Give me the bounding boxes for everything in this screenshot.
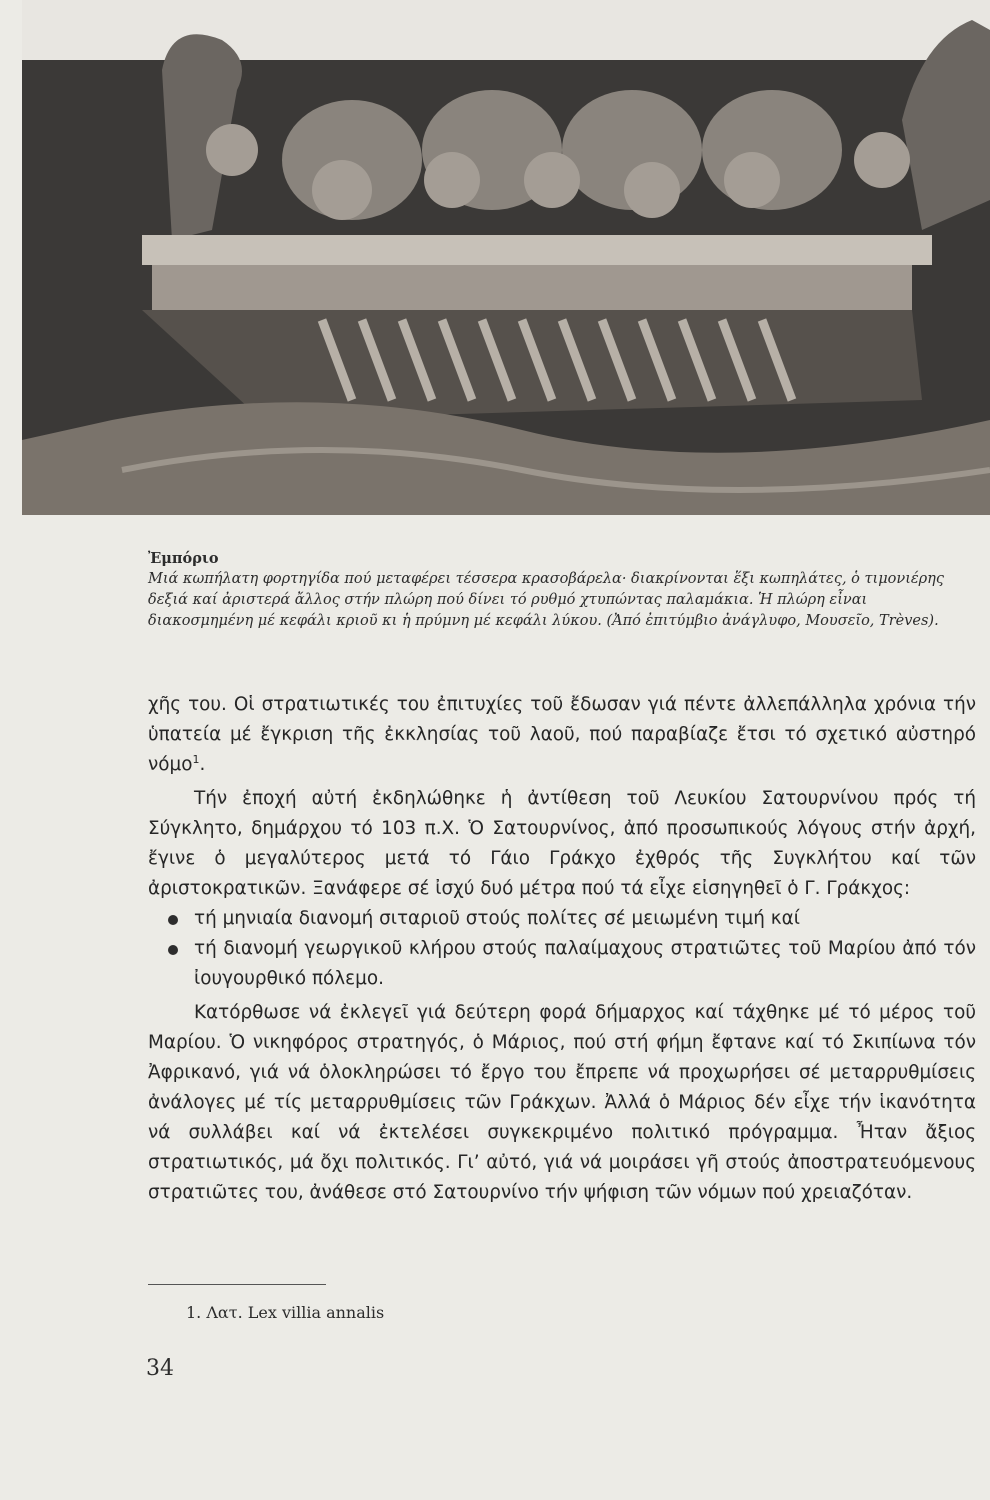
footnote: 1. Λατ. Lex villia annalis bbox=[186, 1303, 385, 1322]
paragraph-1-end: . bbox=[199, 754, 206, 775]
paragraph-3: Κατόρθωσε νά ἐκλεγεῖ γιά δεύτερη φορά δήμαρχος καί τάχθηκε μέ τό μέρος τοῦ Μαρίου. Ὁ νικηφόρος στρατηγός, ὁ Μάριος, πού στή φήμη ἔφτανε καί τό Σκιπίωνα τόν Ἀφρικανό, γιά νά ὁλοκληρώσει τό ἔργο του ἔπρεπε νά προχωρήσει σέ μεταρρυθμίσεις ἀνάλογες μέ τίς μεταρρυθμίσεις τῶν Γράκχων. Ἀλλά ὁ Μάριος δέν εἶχε τήν ἱκανότητα νά συλλάβει καί νά ἐκτελέσει συγκεκριμένο πολιτικό πρόγραμμα. Ἦταν ἄξιος στρατιωτικός, μά ὄχι πολιτικός. Γι’ αὐτό, γιά νά μοιράσει γῆ στούς ἀποστρατευόμενους στρατιῶτες του, ἀνάθεσε στό Σατουρνίνο τήν ψήφιση τῶν νόμων πού χρειαζόταν. bbox=[148, 1002, 976, 1203]
caption-title: Ἐμπόριο bbox=[148, 550, 219, 567]
caption-text: Μιά κωπήλατη φορτηγίδα πού μεταφέρει τέσσερα κρασοβάρελα· διακρίνονται ἕξι κωπηλάτες, ὁ τιμονιέρης δεξιά καί ἀριστερά ἄλλος στήν πλώρη πού δίνει τό ρυθμό χτυπώντας παλαμάκια. Ἡ πλώρη εἶναι διακοσμημένη μέ κεφάλι κριοῦ κι ἡ πρύμνη μέ κεφάλι λύκου. (Ἀπό ἐπιτύμβιο ἀνάγλυφο, Μουσεῖο, Trèves). bbox=[148, 571, 944, 629]
bullet-dot-icon bbox=[168, 915, 178, 925]
paragraph-2: Τήν ἐποχή αὐτή ἐκδηλώθηκε ἡ ἀντίθεση τοῦ Λευκίου Σατουρνίνου πρός τή Σύγκλητο, δημάρχου τό 103 π.Χ. Ὁ Σατουρνίνος, ἀπό προσωπικούς λόγους στήν ἀρχή, ἔγινε ὁ μεγαλύτερος μετά τό Γάιο Γράκχο ἐχθρός τῆς Συγκλήτου καί τῶν ἀριστοκρατικῶν. Ξανάφερε σέ ἰσχύ δυό μέτρα πού τά εἶχε εἰσηγηθεῖ ὁ Γ. Γράκχος: bbox=[148, 788, 976, 899]
figure-caption bbox=[148, 548, 970, 632]
bullet-item: τή μηνιαία διανομή σιταριοῦ στούς πολίτες σέ μειωμένη τιμή καί bbox=[148, 904, 976, 934]
footnote-divider bbox=[148, 1284, 326, 1285]
bullet-item: τή διανομή γεωργικοῦ κλήρου στούς παλαίμαχους στρατιῶτες τοῦ Μαρίου ἀπό τόν ἰουγουρθικό πόλεμο. bbox=[148, 934, 976, 994]
paragraph-1 bbox=[148, 690, 976, 780]
ship-relief-illustration bbox=[22, 0, 990, 515]
page-number: 34 bbox=[146, 1356, 174, 1381]
bullet-dot-icon bbox=[168, 945, 178, 955]
bullet-list bbox=[148, 904, 976, 994]
body-text bbox=[148, 690, 976, 1208]
relief-photo bbox=[22, 0, 990, 515]
footnote-ref: 1 bbox=[192, 752, 200, 766]
paragraph-1-text: χῆς του. Οἱ στρατιωτικές του ἐπιτυχίες τοῦ ἔδωσαν γιά πέντε ἀλλεπάλληλα χρόνια τήν ὑπατεία μέ ἔγκριση τῆς ἐκκλησίας τοῦ λαοῦ, πού παραβίαζε ἔτσι τό σχετικό αὐστηρό νόμο bbox=[148, 694, 976, 775]
